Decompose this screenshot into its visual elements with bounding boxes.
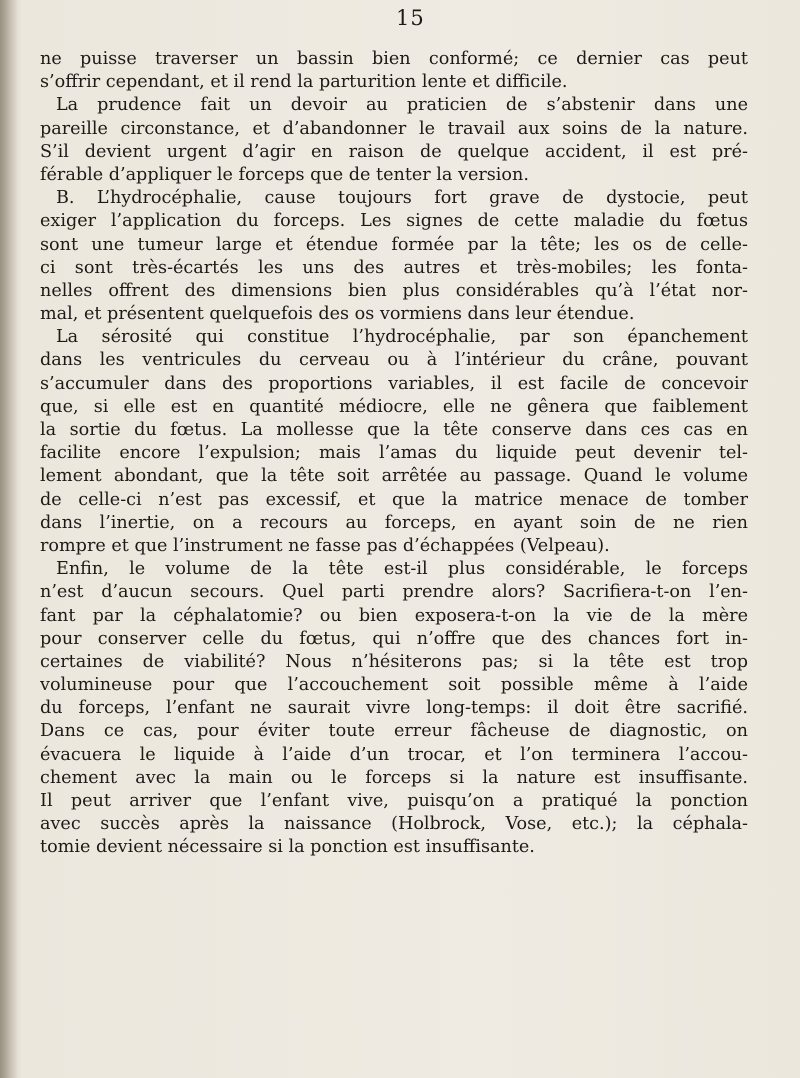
text-line: pareille circonstance, et d’abandonner le travail aux soins de la nature. xyxy=(40,118,748,139)
text-line: volumineuse pour que l’accouchement soit possible même à l’aide xyxy=(40,675,748,696)
text-line: S’il devient urgent d’agir en raison de quelque accident, il est pré- xyxy=(40,141,748,162)
text-line: évacuera le liquide à l’aide d’un trocar, et l’on terminera l’accou- xyxy=(40,744,748,765)
text-line: tomie devient nécessaire si la ponction est insuffisante. xyxy=(40,837,535,858)
text-line: avec succès après la naissance (Holbrock, Vose, etc.); la céphala- xyxy=(40,814,748,835)
text-line: Il peut arriver que l’enfant vive, puisqu’on a pratiqué la ponction xyxy=(40,791,748,811)
text-line: mal, et présentent quelquefois des os vormiens dans leur étendue. xyxy=(40,304,635,325)
text-line: pour conserver celle du fœtus, qui n’offre que des chances fort in- xyxy=(40,628,748,649)
text-line: sont une tumeur large et étendue formée par la tête; les os de celle- xyxy=(40,234,748,255)
text-line: n’est d’aucun secours. Quel parti prendre alors? Sacrifiera-t-on l’en- xyxy=(40,582,748,603)
text-line: chement avec la main ou le forceps si la nature est insuffisante. xyxy=(40,767,748,788)
text-line: dans l’inertie, on a recours au forceps, en ayant soin de ne rien xyxy=(40,512,748,533)
text-line: ci sont très-écartés les uns des autres et très-mobiles; les fonta- xyxy=(40,257,748,278)
text-line: exiger l’application du forceps. Les signes de cette maladie du fœtus xyxy=(40,211,748,232)
text-line: B. L’hydrocéphalie, cause toujours fort grave de dystocie, peut xyxy=(56,188,748,209)
text-line: lement abondant, que la tête soit arrêtée au passage. Quand le volume xyxy=(40,466,748,487)
text-line: dans les ventricules du cerveau ou à l’intérieur du crâne, pouvant xyxy=(40,350,748,371)
text-line: la sortie du fœtus. La mollesse que la tête conserve dans ces cas en xyxy=(40,420,748,440)
text-line: férable d’appliquer le forceps que de tenter la version. xyxy=(40,164,529,185)
text-line: certaines de viabilité? Nous n’hésiterons pas; si la tête est trop xyxy=(40,651,748,672)
text-line: facilite encore l’expulsion; mais l’amas du liquide peut devenir tel- xyxy=(40,443,748,464)
body-text xyxy=(40,48,748,860)
text-line: nelles offrent des dimensions bien plus considérables qu’à l’état nor- xyxy=(40,280,748,301)
binding-shadow xyxy=(0,0,18,1078)
text-line: ne puisse traverser un bassin bien conformé; ce dernier cas peut xyxy=(40,49,748,69)
text-line: La prudence fait un devoir au praticien de s’abstenir dans une xyxy=(56,95,748,116)
text-line: du forceps, l’enfant ne saurait vivre long-temps: il doit être sacrifié. xyxy=(40,698,748,719)
text-line: Enfin, le volume de la tête est-il plus considérable, le forceps xyxy=(56,559,748,580)
text-line: rompre et que l’instrument ne fasse pas d’échappées (Velpeau). xyxy=(40,535,610,556)
text-line: s’offrir cependant, et il rend la parturition lente et difficile. xyxy=(40,72,568,93)
text-line: s’accumuler dans des proportions variables, il est facile de concevoir xyxy=(40,373,748,394)
text-line: fant par la céphalatomie? ou bien exposera-t-on la vie de la mère xyxy=(40,605,748,626)
text-line: de celle-ci n’est pas excessif, et que la matrice menace de tomber xyxy=(40,489,748,510)
text-line: que, si elle est en quantité médiocre, elle ne gênera que faiblement xyxy=(40,396,748,417)
text-line: La sérosité qui constitue l’hydrocéphalie, par son épanchement xyxy=(56,327,748,348)
page-number: 15 xyxy=(396,6,425,30)
text-line: Dans ce cas, pour éviter toute erreur fâcheuse de diagnostic, on xyxy=(40,721,748,742)
